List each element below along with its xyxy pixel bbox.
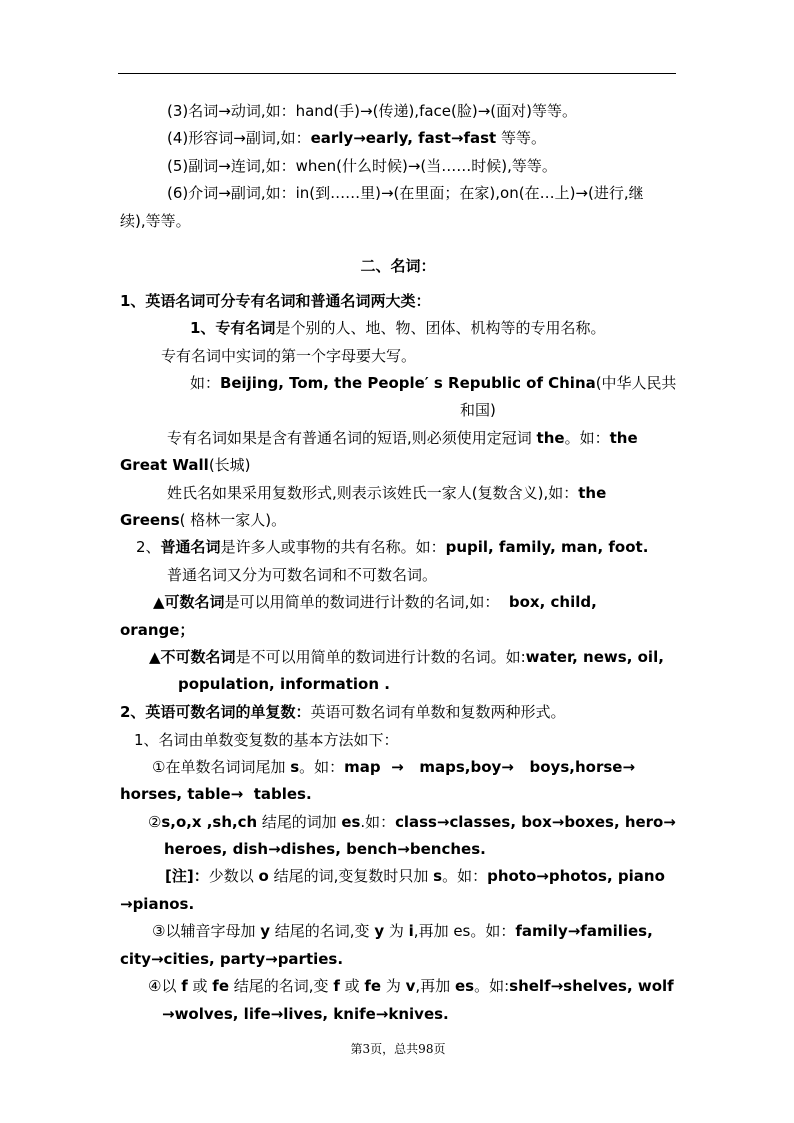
- text-run: ①在单数名词词尾加: [152, 758, 291, 776]
- text-line: [162, 1005, 676, 1023]
- text-line: [120, 703, 676, 721]
- text-run: ③以辅音字母加: [152, 922, 261, 940]
- text-line: [120, 895, 676, 913]
- text-run: 。如：: [564, 429, 610, 447]
- text-run: pupil, family, man, foot.: [445, 538, 649, 556]
- text-run: 。如：: [299, 758, 345, 776]
- text-run: .如：: [360, 813, 396, 831]
- text-line: [167, 484, 676, 502]
- text-run: s,o,x ,sh,ch: [161, 813, 258, 831]
- text-run: (什么时候)→(当……时候),等等。: [336, 157, 557, 175]
- text-run: when: [295, 157, 337, 175]
- text-run: ▲: [149, 648, 161, 666]
- text-run: [注]：: [165, 867, 209, 885]
- text-line: [120, 292, 676, 310]
- text-run: early→early, fast→fast: [310, 129, 497, 147]
- text-run: city→cities, party→parties.: [120, 950, 344, 968]
- text-run: 2、英语可数名词的单复数：: [120, 703, 311, 721]
- text-run: (6)介词→副词,如：: [167, 184, 296, 202]
- text-run: s: [290, 758, 300, 776]
- text-run: 普通名词又分为可数名词和不可数名词。: [167, 566, 438, 584]
- text-run: 是不可以用简单的数词进行计数的名词。如:: [235, 648, 526, 666]
- text-line: [148, 977, 676, 995]
- text-run: 是个别的人、地、物、团体、机构等的专用名称。: [275, 319, 606, 337]
- text-run: ,再加: [415, 977, 455, 995]
- text-line: [190, 319, 676, 337]
- text-line: [149, 648, 676, 666]
- text-line: [167, 184, 676, 202]
- text-run: (5)副词→连词,如：: [167, 157, 296, 175]
- text-run: (到……里)→(在里面；在家),: [309, 184, 501, 202]
- text-line: [152, 758, 676, 776]
- text-run: es: [454, 977, 475, 995]
- text-line: [148, 813, 676, 831]
- text-line: [178, 675, 676, 693]
- text-run: face: [419, 102, 452, 120]
- text-run: 二、名词：: [360, 257, 436, 275]
- text-line: [167, 566, 676, 584]
- text-line: [120, 621, 676, 639]
- text-run: the: [578, 484, 607, 502]
- text-line: [153, 593, 676, 611]
- text-run: (手)→(传递),: [333, 102, 420, 120]
- text-run: 结尾的名词,变: [229, 977, 334, 995]
- text-run: population, information .: [178, 675, 390, 693]
- text-run: 2、: [136, 538, 161, 556]
- text-run: v: [405, 977, 416, 995]
- text-run: (3)名词→动词,如：: [167, 102, 296, 120]
- text-line: [152, 922, 676, 940]
- text-run: 1、专有名词: [190, 319, 276, 337]
- text-run: 结尾的词加: [257, 813, 342, 831]
- text-run: 可数名词: [164, 593, 225, 611]
- text-run: f: [181, 977, 188, 995]
- text-run: Beijing, Tom, the People′ s Republic of China: [219, 374, 596, 392]
- text-line: [190, 374, 676, 392]
- text-run: 普通名词: [160, 538, 221, 556]
- text-run: shelf→shelves, wolf: [509, 977, 674, 995]
- text-run: (长城): [208, 456, 251, 474]
- text-run: es: [341, 813, 361, 831]
- text-run: photo→photos, piano: [487, 867, 665, 885]
- text-run: i: [408, 922, 414, 940]
- text-run: o: [258, 867, 269, 885]
- section-heading: [120, 257, 676, 275]
- text-run: Great Wall: [120, 456, 209, 474]
- text-run: s: [433, 867, 443, 885]
- text-run: 少数以: [208, 867, 259, 885]
- text-run: Greens: [120, 511, 180, 529]
- text-run: (中华人民共: [595, 374, 677, 392]
- text-line: [167, 102, 676, 120]
- text-line: [167, 157, 676, 175]
- text-run: 等等。: [496, 129, 546, 147]
- text-line: [120, 456, 676, 474]
- text-run: y: [374, 922, 385, 940]
- text-run: 是可以用简单的数词进行计数的名词,如：: [224, 593, 509, 611]
- text-run: 。如:: [474, 977, 510, 995]
- text-run: 专有名词如果是含有普通名词的短语,则必须使用定冠词: [167, 429, 537, 447]
- text-run: 结尾的词,变复数时只加: [268, 867, 434, 885]
- text-run: orange；: [120, 621, 195, 639]
- text-run: 或: [339, 977, 365, 995]
- text-run: ②: [148, 813, 162, 831]
- text-line: [460, 401, 676, 419]
- text-run: 不可数名词: [160, 648, 236, 666]
- text-line: [136, 538, 676, 556]
- text-run: →pianos.: [120, 895, 195, 913]
- text-line: [120, 511, 676, 529]
- text-line: [134, 731, 676, 749]
- text-run: fe: [212, 977, 229, 995]
- text-run: y: [260, 922, 270, 940]
- text-run: family→families,: [515, 922, 653, 940]
- text-run: box, child,: [508, 593, 597, 611]
- text-run: the: [536, 429, 565, 447]
- text-run: water, news, oil,: [525, 648, 664, 666]
- text-run: hand: [295, 102, 334, 120]
- text-line: [120, 785, 676, 803]
- text-run: 姓氏名如果采用复数形式,则表示该姓氏一家人(复数含义),如：: [167, 484, 579, 502]
- text-run: in: [295, 184, 310, 202]
- text-run: ( 格林一家人)。: [179, 511, 287, 529]
- text-run: map → maps,boy→ boys,horse→: [344, 758, 636, 776]
- text-run: f: [333, 977, 340, 995]
- text-line: [161, 347, 676, 365]
- text-run: 是许多人或事物的共有名称。如：: [220, 538, 446, 556]
- text-line: [167, 429, 676, 447]
- text-run: the: [609, 429, 638, 447]
- text-run: →wolves, life→lives, knife→knives.: [162, 1005, 449, 1023]
- text-run: 为: [381, 977, 406, 995]
- text-run: 为: [384, 922, 409, 940]
- text-run: 或: [187, 977, 213, 995]
- text-line: [164, 840, 676, 858]
- text-run: (4)形容词→副词,如：: [167, 129, 311, 147]
- text-run: heroes, dish→dishes, bench→benches.: [164, 840, 486, 858]
- text-run: 和国): [460, 401, 496, 419]
- text-run: class→classes, box→boxes, hero→: [395, 813, 676, 831]
- text-run: 。如：: [442, 867, 488, 885]
- text-line: [167, 129, 676, 147]
- text-run: (在…上)→(进行,继: [518, 184, 644, 202]
- text-line: [120, 950, 676, 968]
- text-run: fe: [364, 977, 382, 995]
- text-run: horses, table→ tables.: [120, 785, 312, 803]
- text-line: [165, 867, 676, 885]
- text-run: 专有名词中实词的第一个字母要大写。: [161, 347, 417, 365]
- page-footer: 第3页，总共98页: [350, 1042, 446, 1056]
- text-line: [120, 212, 676, 230]
- text-run: 英语可数名词有单数和复数两种形式。: [310, 703, 566, 721]
- text-run: 如：: [190, 374, 220, 392]
- text-run: 1、名词由单数变复数的基本方法如下：: [134, 731, 399, 749]
- text-run: 结尾的名词,变: [270, 922, 375, 940]
- header-rule: [118, 73, 676, 74]
- text-run: (脸)→(面对)等等。: [451, 102, 578, 120]
- text-run: 1、英语名词可分专有名词和普通名词两大类：: [120, 292, 431, 310]
- text-run: on: [500, 184, 519, 202]
- text-run: ④以: [148, 977, 182, 995]
- text-run: 续),等等。: [120, 212, 191, 230]
- text-run: ▲: [153, 593, 165, 611]
- text-run: ,再加 es。如：: [413, 922, 516, 940]
